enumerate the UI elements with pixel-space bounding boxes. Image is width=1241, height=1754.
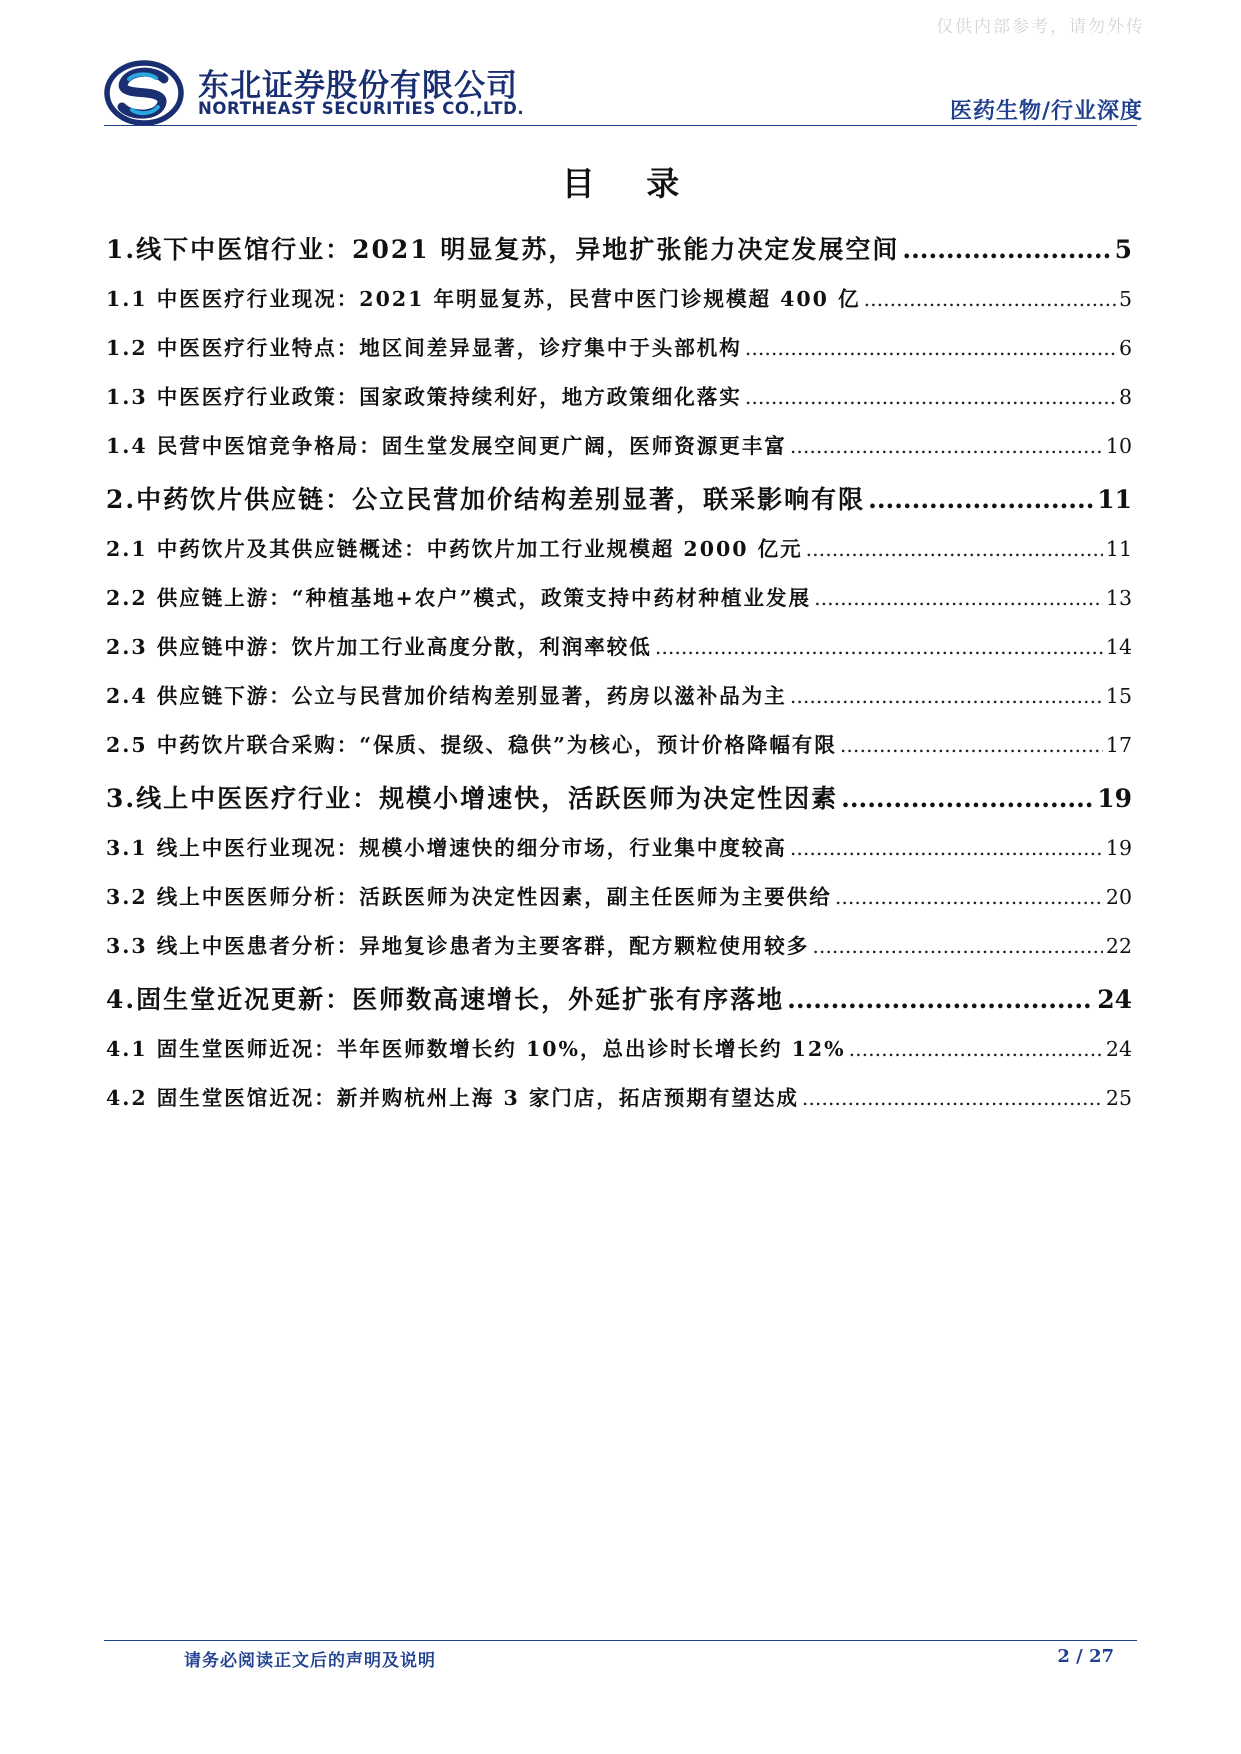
page-number: 2 / 27 xyxy=(1057,1646,1114,1667)
toc-entry-title: 1.线下中医馆行业：2021 明显复苏，异地扩张能力决定发展空间 xyxy=(106,235,900,264)
toc-entry-page: 19 xyxy=(1105,836,1132,860)
toc-entry-title: 4.固生堂近况更新：医师数高速增长，外延扩张有序落地 xyxy=(106,985,785,1014)
toc-subsection-entry[interactable] xyxy=(106,574,1132,623)
toc-entry-page: 22 xyxy=(1105,934,1132,958)
toc-entry-title: 2.1 中药饮片及其供应链概述：中药饮片加工行业规模超 2000 亿元 xyxy=(106,537,803,561)
toc-dot-leader xyxy=(864,275,1116,324)
toc-entry-title: 1.4 民营中医馆竞争格局：固生堂发展空间更广阔，医师资源更丰富 xyxy=(106,434,787,458)
toc-dot-leader xyxy=(806,525,1103,574)
toc-entry-page: 10 xyxy=(1105,434,1132,458)
toc-subsection-entry[interactable] xyxy=(106,672,1132,721)
toc-entry-title: 3.线上中医医疗行业：规模小增速快，活跃医师为决定性因素 xyxy=(106,784,839,813)
toc-dot-leader xyxy=(902,225,1111,275)
toc-dot-leader xyxy=(841,774,1094,824)
toc-entry-page: 24 xyxy=(1105,1037,1132,1061)
toc-subsection-entry[interactable] xyxy=(106,422,1132,471)
toc-entry-page: 13 xyxy=(1105,586,1132,610)
toc-subsection-entry[interactable] xyxy=(106,1074,1132,1123)
toc-dot-leader xyxy=(790,824,1103,873)
toc-dot-leader xyxy=(840,721,1103,770)
report-category: 医药生物/行业深度 xyxy=(949,99,1143,124)
toc-dot-leader xyxy=(812,922,1103,971)
toc-entry-page: 20 xyxy=(1105,885,1132,909)
toc-dot-leader xyxy=(655,623,1103,672)
toc-dot-leader xyxy=(745,324,1116,373)
toc-dot-leader xyxy=(790,422,1103,471)
header-divider xyxy=(104,125,1137,126)
toc-entry-title: 3.2 线上中医医师分析：活跃医师为决定性因素，副主任医师为主要供给 xyxy=(106,885,832,909)
toc-dot-leader xyxy=(849,1025,1103,1074)
toc-subsection-entry[interactable] xyxy=(106,623,1132,672)
toc-subsection-entry[interactable] xyxy=(106,525,1132,574)
toc-dot-leader xyxy=(868,475,1094,525)
toc-entry-title: 1.3 中医医疗行业政策：国家政策持续利好，地方政策细化落实 xyxy=(106,385,742,409)
toc-entry-title: 2.中药饮片供应链：公立民营加价结构差别显著，联采影响有限 xyxy=(106,485,866,514)
toc-section-entry[interactable] xyxy=(106,475,1132,525)
toc-subsection-entry[interactable] xyxy=(106,275,1132,324)
toc-entry-page: 8 xyxy=(1118,385,1132,409)
toc-subsection-entry[interactable] xyxy=(106,324,1132,373)
toc-entry-title: 2.4 供应链下游：公立与民营加价结构差别显著，药房以滋补品为主 xyxy=(106,684,787,708)
toc-entry-page: 5 xyxy=(1118,287,1132,311)
footer-divider xyxy=(104,1640,1137,1641)
toc-subsection-entry[interactable] xyxy=(106,922,1132,971)
company-logo-icon xyxy=(104,60,184,126)
toc-entry-page: 14 xyxy=(1105,635,1132,659)
toc-entry-title: 3.1 线上中医行业现况：规模小增速快的细分市场，行业集中度较高 xyxy=(106,836,787,860)
toc-entry-page: 15 xyxy=(1105,684,1132,708)
toc-title: 目 录 xyxy=(561,164,700,203)
toc-section-entry[interactable] xyxy=(106,975,1132,1025)
toc-dot-leader xyxy=(745,373,1116,422)
toc-entry-title: 1.2 中医医疗行业特点：地区间差异显著，诊疗集中于头部机构 xyxy=(106,336,742,360)
toc-dot-leader xyxy=(802,1074,1103,1123)
toc-entry-page: 19 xyxy=(1097,784,1132,813)
toc-entry-title: 2.3 供应链中游：饮片加工行业高度分散，利润率较低 xyxy=(106,635,652,659)
toc-entry-page: 24 xyxy=(1097,985,1132,1014)
toc-entry-title: 1.1 中医医疗行业现况：2021 年明显复苏，民营中医门诊规模超 400 亿 xyxy=(106,287,861,311)
toc-entry-page: 6 xyxy=(1118,336,1132,360)
company-name-en: NORTHEAST SECURITIES CO.,LTD. xyxy=(198,99,525,118)
toc-subsection-entry[interactable] xyxy=(106,721,1132,770)
toc-section-entry[interactable] xyxy=(106,225,1132,275)
toc-dot-leader xyxy=(814,574,1103,623)
toc-section-entry[interactable] xyxy=(106,774,1132,824)
toc-entry-title: 4.1 固生堂医师近况：半年医师数增长约 10%，总出诊时长增长约 12% xyxy=(106,1037,846,1061)
toc-dot-leader xyxy=(835,873,1103,922)
toc-entry-page: 17 xyxy=(1105,733,1132,757)
toc-subsection-entry[interactable] xyxy=(106,1025,1132,1074)
toc-entry-page: 5 xyxy=(1114,235,1132,264)
table-of-contents xyxy=(106,221,1132,1123)
watermark: 仅供内部参考，请勿外传 xyxy=(936,17,1145,37)
toc-entry-title: 3.3 线上中医患者分析：异地复诊患者为主要客群，配方颗粒使用较多 xyxy=(106,934,810,958)
toc-entry-page: 11 xyxy=(1097,485,1132,514)
toc-entry-page: 25 xyxy=(1105,1086,1132,1110)
footer-disclaimer: 请务必阅读正文后的声明及说明 xyxy=(184,1651,436,1671)
toc-dot-leader xyxy=(790,672,1103,721)
toc-dot-leader xyxy=(787,975,1094,1025)
toc-entry-title: 2.5 中药饮片联合采购：“保质、提级、稳供”为核心，预计价格降幅有限 xyxy=(106,733,837,757)
toc-subsection-entry[interactable] xyxy=(106,873,1132,922)
toc-subsection-entry[interactable] xyxy=(106,373,1132,422)
company-name-cn: 东北证券股份有限公司 xyxy=(198,68,518,104)
toc-subsection-entry[interactable] xyxy=(106,824,1132,873)
toc-entry-page: 11 xyxy=(1105,537,1132,561)
toc-entry-title: 4.2 固生堂医馆近况：新并购杭州上海 3 家门店，拓店预期有望达成 xyxy=(106,1086,799,1110)
toc-entry-title: 2.2 供应链上游：“种植基地+农户”模式，政策支持中药材种植业发展 xyxy=(106,586,812,610)
